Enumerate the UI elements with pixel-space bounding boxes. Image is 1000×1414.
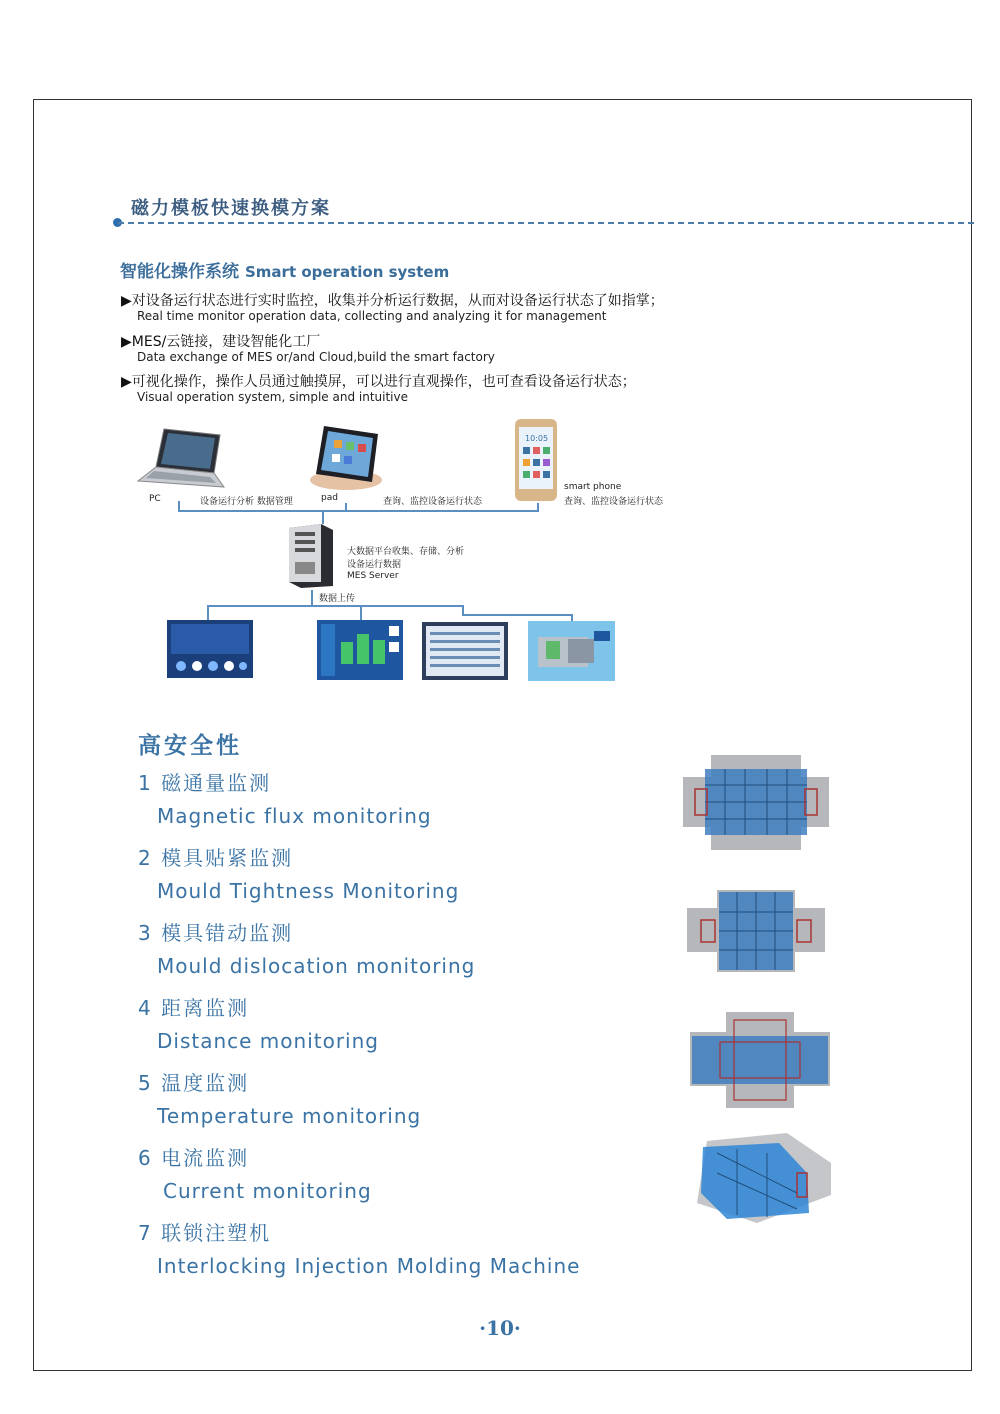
bullet-zh: ▶对设备运行状态进行实时监控，收集并分析运行数据，从而对设备运行状态了如指掌； <box>121 293 664 309</box>
hmi-screen-icon <box>317 620 403 680</box>
safety-item-zh: 2 模具贴紧监测 <box>138 846 294 870</box>
connector-line <box>462 614 572 616</box>
magnetic-plate-tightness-icon <box>687 890 825 972</box>
bullet-en: Visual operation system, simple and intuitive <box>137 390 409 404</box>
hmi-screen-icon <box>167 620 253 678</box>
dashed-divider <box>118 222 974 224</box>
bullet-en: Data exchange of MES or/and Cloud,build the smart factory <box>137 350 495 364</box>
connector-line <box>311 590 313 606</box>
safety-item-en: Temperature monitoring <box>157 1104 422 1128</box>
magnetic-plate-flux-icon <box>683 755 829 850</box>
connector-line <box>178 510 539 512</box>
connector-line <box>360 605 362 621</box>
safety-item-en: Mould Tightness Monitoring <box>157 879 460 903</box>
safety-title: 高安全性 <box>138 733 242 759</box>
hmi-screen-icon <box>422 622 508 680</box>
bullet-item <box>121 331 495 364</box>
bullet-item <box>121 371 636 404</box>
pc-description: 设备运行分析 数据管理 <box>200 497 293 507</box>
phone-description: 查询、监控设备运行状态 <box>564 497 664 507</box>
safety-item-zh: 7 联锁注塑机 <box>138 1221 272 1245</box>
laptop-icon <box>136 425 226 493</box>
server-description-1: 大数据平台收集、存储、分析 <box>347 547 465 557</box>
connector-line <box>207 605 464 607</box>
safety-item-zh: 1 磁通量监测 <box>138 771 272 795</box>
bullet-en: Real time monitor operation data, collecting and analyzing it for management <box>137 309 607 323</box>
machine-monitor-icon <box>528 621 615 681</box>
smartphone-icon <box>513 417 559 503</box>
safety-item-en: Mould dislocation monitoring <box>157 954 476 978</box>
svg-text:10:05: 10:05 <box>525 434 549 443</box>
safety-item-zh: 3 模具错动监测 <box>138 921 294 945</box>
magnetic-plate-current-icon <box>697 1133 831 1223</box>
pad-description: 查询、监控设备运行状态 <box>383 497 483 507</box>
bullet-zh: ▶可视化操作，操作人员通过触摸屏，可以进行直观操作，也可查看设备运行状态； <box>121 374 636 390</box>
connector-line <box>207 605 209 621</box>
phone-label: smart phone <box>564 482 622 492</box>
smart-system-title-en: Smart operation system <box>245 263 450 281</box>
bullet-item <box>121 290 664 323</box>
frame-gap <box>972 238 974 678</box>
server-description-2: 设备运行数据 <box>347 560 402 570</box>
page-number: ·10· <box>479 1316 521 1340</box>
server-label: MES Server <box>347 571 399 581</box>
server-icon <box>285 522 337 590</box>
section-title: 磁力模板快速换模方案 <box>131 198 331 219</box>
safety-item-en: Magnetic flux monitoring <box>157 804 432 828</box>
safety-item-en: Interlocking Injection Molding Machine <box>157 1254 581 1278</box>
safety-item-zh: 4 距离监测 <box>138 996 250 1020</box>
smart-system-title-zh: 智能化操作系统 <box>120 262 239 282</box>
smart-system-title <box>120 257 449 282</box>
safety-item-en: Distance monitoring <box>157 1029 379 1053</box>
pad-label: pad <box>321 493 338 503</box>
bullet-zh: ▶MES/云链接，建设智能化工厂 <box>121 334 321 350</box>
pc-label: PC <box>149 494 161 504</box>
tablet-icon <box>306 420 390 492</box>
safety-item-zh: 5 温度监测 <box>138 1071 250 1095</box>
upload-label: 数据上传 <box>319 594 356 604</box>
safety-item-zh: 6 电流监测 <box>138 1146 250 1170</box>
magnetic-plate-dislocation-icon <box>690 1012 830 1108</box>
safety-item-en: Current monitoring <box>163 1179 372 1203</box>
